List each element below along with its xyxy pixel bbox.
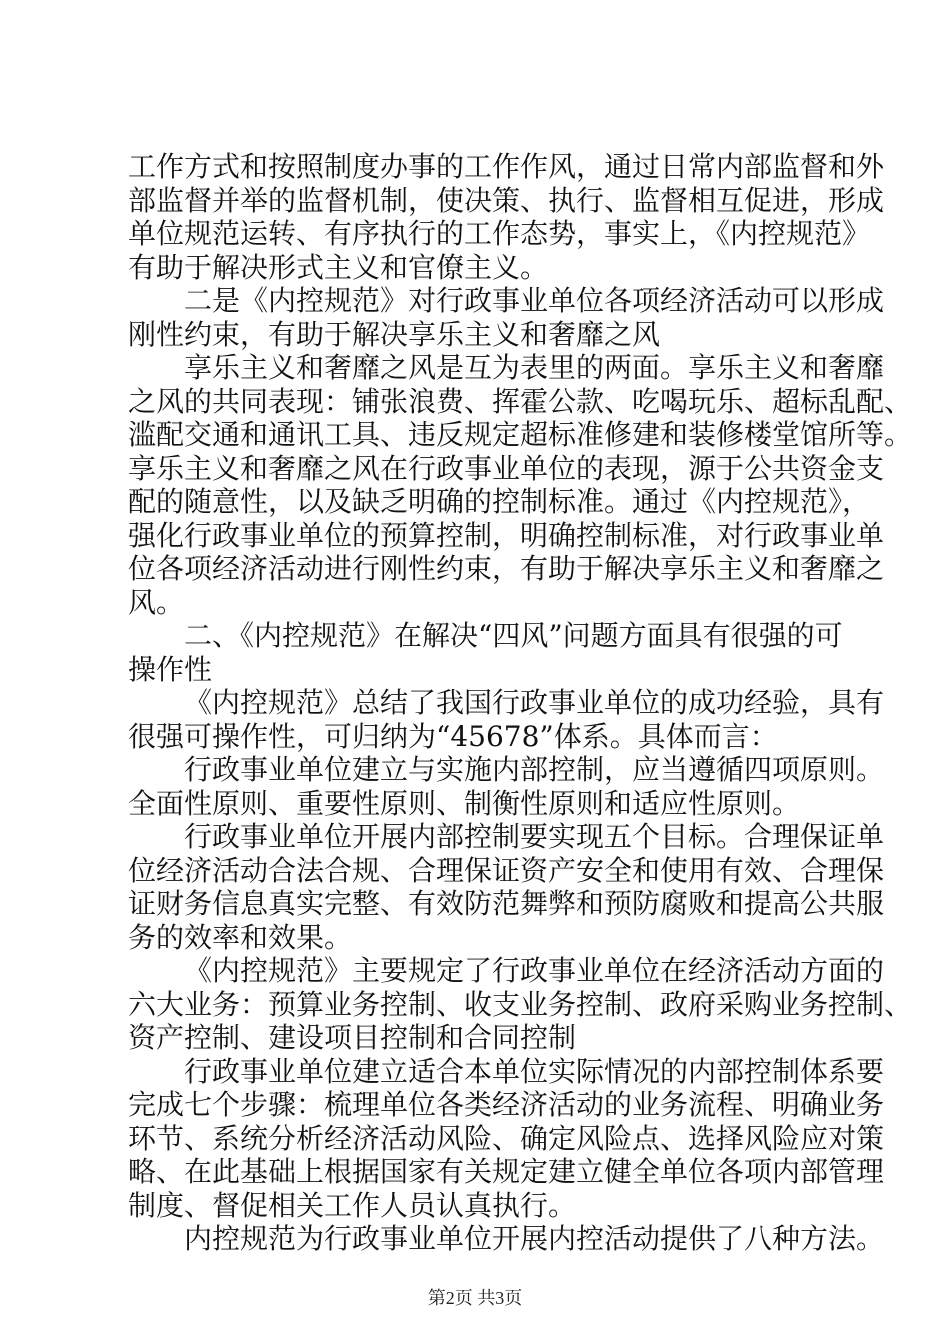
body-text bbox=[128, 150, 913, 1256]
text-line: 单位规范运转、有序执行的工作态势，事实上，《内控规范》 bbox=[128, 217, 871, 250]
text-line: 《内控规范》主要规定了行政事业单位在经济活动方面的 bbox=[184, 954, 885, 987]
text-line: 内控规范为行政事业单位开展内控活动提供了八种方法。 bbox=[184, 1222, 885, 1255]
section-heading: 操作性 bbox=[128, 652, 213, 686]
text-line: 六大业务：预算业务控制、收支业务控制、政府采购业务控制、 bbox=[128, 987, 913, 1021]
text-line: 强化行政事业单位的预算控制，明确控制标准，对行政事业单 bbox=[128, 518, 885, 552]
text-line: 资产控制、建设项目控制和合同控制 bbox=[128, 1021, 577, 1054]
text-line: 证财务信息真实完整、有效防范舞弊和预防腐败和提高公共服 bbox=[128, 887, 885, 920]
text-line: 位各项经济活动进行刚性约束，有助于解决享乐主义和奢靡之 bbox=[128, 552, 885, 585]
text-line: 二是《内控规范》对行政事业单位各项经济活动可以形成 bbox=[184, 284, 885, 317]
text-line: 风。 bbox=[128, 585, 185, 619]
text-line: 部监督并举的监督机制，使决策、执行、监督相互促进，形成 bbox=[128, 183, 885, 217]
text-line: 《内控规范》总结了我国行政事业单位的成功经验，具有 bbox=[184, 686, 885, 719]
section-heading: 二、《内控规范》在解决“四风”问题方面具有很强的可 bbox=[184, 619, 843, 652]
text-line: 略、在此基础上根据国家有关规定建立健全单位各项内部管理 bbox=[128, 1155, 885, 1188]
text-line: 之风的共同表现：铺张浪费、挥霍公款、吃喝玩乐、超标乱配、 bbox=[128, 384, 913, 418]
text-line: 享乐主义和奢靡之风在行政事业单位的表现，源于公共资金支 bbox=[128, 451, 885, 485]
text-line: 有助于解决形式主义和官僚主义。 bbox=[128, 250, 549, 284]
text-line: 工作方式和按照制度办事的工作作风，通过日常内部监督和外 bbox=[128, 150, 885, 183]
text-line: 滥配交通和通讯工具、违反规定超标准修建和装修楼堂馆所等。 bbox=[128, 418, 913, 451]
text-line: 配的随意性，以及缺乏明确的控制标准。通过《内控规范》， bbox=[128, 485, 871, 518]
text-line: 行政事业单位建立与实施内部控制，应当遵循四项原则。 bbox=[184, 753, 885, 786]
text-line: 环节、系统分析经济活动风险、确定风险点、选择风险应对策 bbox=[128, 1121, 885, 1155]
page-footer: 第2页 共3页 bbox=[427, 1288, 523, 1308]
text-line: 行政事业单位建立适合本单位实际情况的内部控制体系要 bbox=[184, 1054, 885, 1088]
text-line: 完成七个步骤：梳理单位各类经济活动的业务流程、明确业务 bbox=[128, 1088, 885, 1121]
text-line: 很强可操作性，可归纳为“45678”体系。具体而言： bbox=[128, 719, 778, 753]
text-line: 享乐主义和奢靡之风是互为表里的两面。享乐主义和奢靡 bbox=[184, 351, 885, 384]
text-line: 制度、督促相关工作人员认真执行。 bbox=[128, 1188, 577, 1222]
text-line: 刚性约束，有助于解决享乐主义和奢靡之风 bbox=[128, 317, 661, 351]
text-line: 全面性原则、重要性原则、制衡性原则和适应性原则。 bbox=[128, 786, 801, 820]
text-line: 位经济活动合法合规、合理保证资产安全和使用有效、合理保 bbox=[128, 853, 885, 887]
text-line: 务的效率和效果。 bbox=[128, 920, 353, 954]
text-line: 行政事业单位开展内部控制要实现五个目标。合理保证单 bbox=[184, 820, 885, 853]
